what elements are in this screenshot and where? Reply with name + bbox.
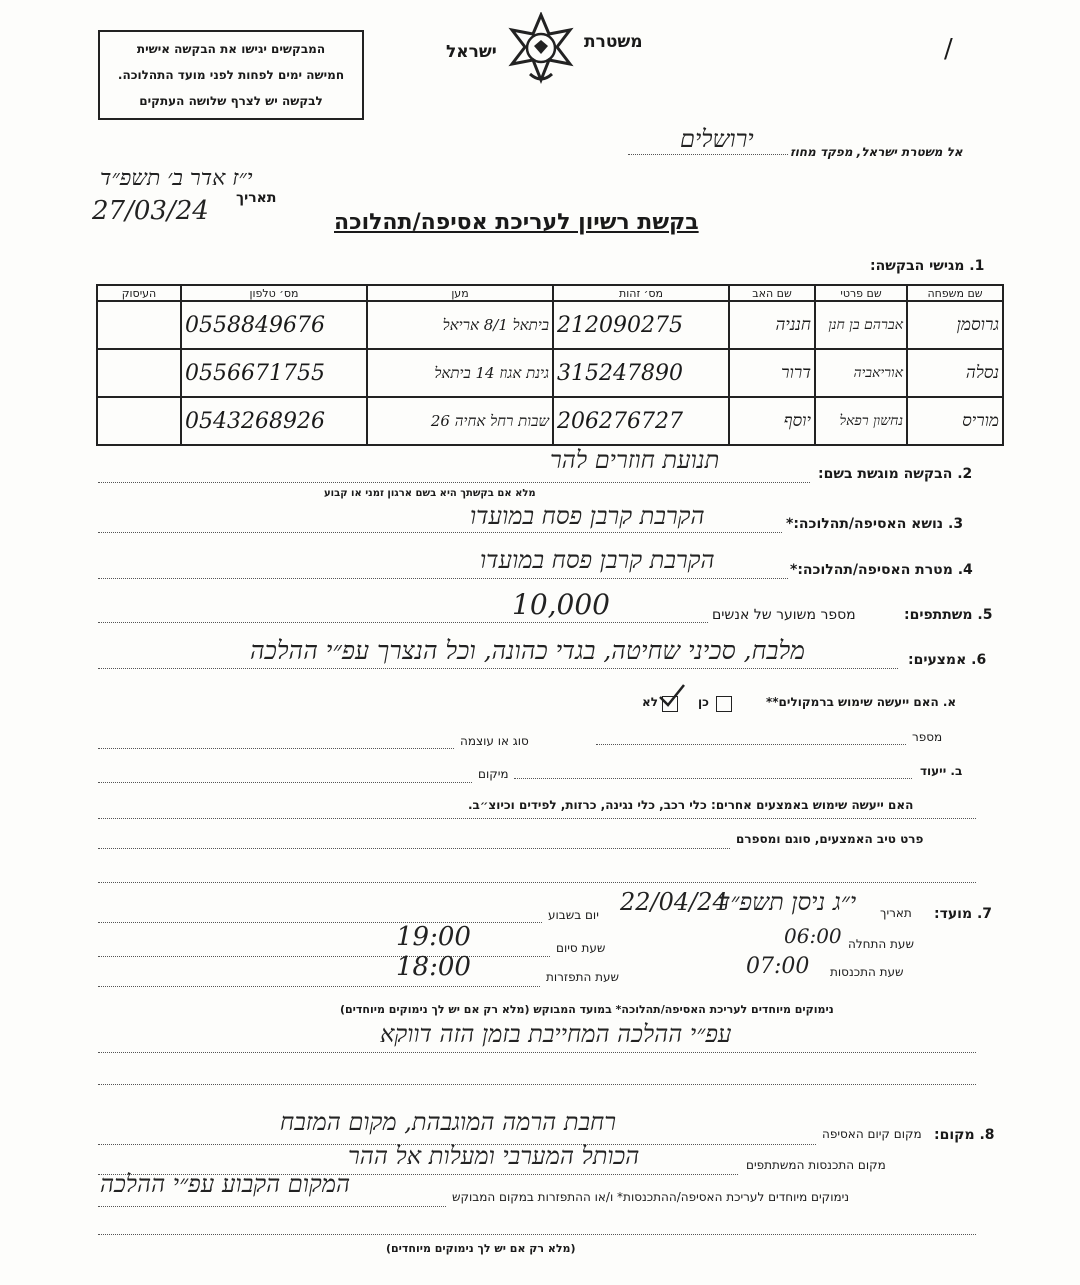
to-district-label: אל משטרת ישראל, מפקד מחוז <box>790 145 963 159</box>
participants-sub: מספר משוער של אנשים <box>712 607 856 623</box>
assembly-place-label: מקום קיום האסיפה <box>822 1127 922 1141</box>
schedule-date-label: תאריך <box>880 906 912 920</box>
location-label: 8. מקום: <box>934 1127 995 1143</box>
place-reasons-line <box>98 1206 446 1207</box>
cell-occupation <box>97 397 181 445</box>
table-row <box>97 397 1003 445</box>
purpose-b-label: ב. ייעוד <box>920 764 963 778</box>
gathering-place-label: מקום התכנסות המשתתפים <box>746 1158 886 1172</box>
cell-id-number: 315247890 <box>553 349 729 397</box>
cell-id-number: 212090275 <box>553 301 729 349</box>
police-emblem <box>504 12 578 86</box>
org-name-left: ישראל <box>446 42 497 62</box>
weekday-label: יום בשבוע <box>548 908 599 922</box>
applicants-label: 1. מגישי הבקשה: <box>870 258 985 274</box>
speakers-yes-label: כן <box>698 695 709 709</box>
date-hebrew: י״ז אדר ב׳ תשפ״ד <box>100 166 253 191</box>
notice-line-3: לבקשה יש לצרף שלושה העתקים <box>139 94 323 108</box>
place-line <box>98 782 472 783</box>
type-label: סוג או עוצמה <box>460 734 529 748</box>
notice-line-1: המבקשים יגישו את הבקשה אישית <box>136 42 326 56</box>
cell-first-name: אברהם בן חנן <box>815 301 907 349</box>
applicants-table <box>96 284 1004 446</box>
date-label: תאריך <box>236 190 277 206</box>
time-reasons-value: עפ״י ההלכה המחייבת בזמן הזה דווקא <box>380 1020 732 1048</box>
form-title: בקשת רשיון לעריכת אסיפה/תהלוכה <box>334 210 699 235</box>
col-address: מען <box>367 285 553 301</box>
type-line <box>98 748 454 749</box>
number-line <box>596 744 906 745</box>
means-value: מלבח, סכיני שחיטה, בגדי כהונה, וכל הנצרך עפ״י ההלכה <box>250 636 805 665</box>
end-time-label: שעת סיום <box>556 941 606 955</box>
section4-line <box>98 578 788 579</box>
other-means-line <box>98 818 976 819</box>
means-detail-label: פרט טיב האמצעים, סוגם ומספרם <box>736 832 924 846</box>
gathering-time-value: 07:00 <box>746 954 810 979</box>
gathering-time-label: שעת התכנסות <box>830 965 904 979</box>
cell-first-name: אוריאביה <box>815 349 907 397</box>
end-time-line <box>98 956 550 957</box>
notice-line-2: חמישה ימים לפחות לפני מועד התהלוכה. <box>117 68 345 82</box>
time-reasons-line-2 <box>98 1084 976 1085</box>
to-district-line <box>628 154 788 155</box>
section5-line <box>98 622 708 623</box>
means-detail-line <box>98 848 730 849</box>
cell-phone: 0543268926 <box>181 397 367 445</box>
cell-father-name: יוסף <box>729 397 815 445</box>
speakers-no-label: לא <box>642 695 658 709</box>
schedule-date-value: 22/04/24 <box>620 888 728 916</box>
cell-father-name: חנניה <box>729 301 815 349</box>
cell-last-name: מוריס <box>907 397 1003 445</box>
table-header-row <box>97 285 1003 301</box>
col-phone: מס׳ טלפון <box>181 285 367 301</box>
submitted-on-behalf-value: תנועת חוזרים להר <box>550 446 720 474</box>
submission-notice-box <box>98 30 364 120</box>
submitted-on-behalf-label: 2. הבקשה מוגשת בשם: <box>818 466 973 482</box>
cell-occupation <box>97 349 181 397</box>
col-father-name: שם האב <box>729 285 815 301</box>
cell-phone: 0558849676 <box>181 301 367 349</box>
cell-first-name: נחשון רפאל <box>815 397 907 445</box>
end-time-value: 19:00 <box>396 922 471 952</box>
number-label: מספר <box>912 730 943 744</box>
place-reasons-label: נימוקים מיוחדים לעריכת האסיפה/ההתכנסות* ו/או ההתפזרות במקום המבוקש <box>452 1190 850 1204</box>
cell-occupation <box>97 301 181 349</box>
cell-last-name: נסלה <box>907 349 1003 397</box>
col-id-number: מס׳ זהות <box>553 285 729 301</box>
speakers-yes-checkbox[interactable] <box>716 693 732 712</box>
place-label: מיקום <box>478 767 509 781</box>
table-row <box>97 349 1003 397</box>
dispersal-time-line <box>98 986 540 987</box>
means-extra-line <box>98 882 976 883</box>
other-means-question: האם ייעשה שימוש באמצעים אחרים: כלי רכב, כלי נגינה, כרזות, לפידים וכיוצ״ב. <box>468 798 914 812</box>
section3-line <box>98 532 782 533</box>
col-occupation: העיסוק <box>97 285 181 301</box>
weekday-line <box>98 922 542 923</box>
subject-label: 3. נושא האסיפה/תהלוכה:* <box>786 516 964 532</box>
place-reasons-line-2 <box>98 1234 976 1235</box>
place-reasons-value: המקום הקבוע עפ״י ההלכה <box>100 1170 351 1198</box>
col-last-name: שם משפחה <box>907 285 1003 301</box>
start-time-value: 06:00 <box>784 924 842 948</box>
participants-value: 10,000 <box>512 588 610 621</box>
subject-value: הקרבת קרבן פסח במועדו <box>470 502 705 530</box>
participants-label: 5. משתתפים: <box>904 607 993 623</box>
speakers-no-checkbox[interactable] <box>662 693 678 712</box>
purpose-label: 4. מטרת האסיפה/תהלוכה:* <box>790 562 973 578</box>
section2-line <box>98 482 810 483</box>
speakers-question: א. האם ייעשה שימוש ברמקולים** <box>766 695 957 709</box>
section2-note: מלא אם בקשתך היא בשם ארגון זמני או קבוע <box>324 488 536 499</box>
purpose-value: הקרבת קרבן פסח במועדו <box>480 546 715 574</box>
time-reasons-label: נימוקים מיוחדים לעריכת האסיפה/תהלוכה* במועד המבוקש (מלא רק אם יש לך נימוקים מיוחדים) <box>340 1003 834 1016</box>
dispersal-time-label: שעת התפזרות <box>546 970 620 984</box>
schedule-date-hebrew: י״ג ניסן תשפ״ד <box>718 888 857 916</box>
purpose-b-line <box>514 778 912 779</box>
cell-father-name: דרור <box>729 349 815 397</box>
schedule-label: 7. מועד: <box>934 906 993 922</box>
cell-address: גינת אגוז 14 ביתאל <box>367 349 553 397</box>
org-name-right: משטרת <box>584 32 643 52</box>
date-value: 27/03/24 <box>92 196 209 226</box>
gathering-place-value: הכותל המערבי ומעלות אל ההר <box>348 1142 640 1170</box>
dispersal-time-value: 18:00 <box>396 952 471 982</box>
time-reasons-line <box>98 1052 976 1053</box>
assembly-place-value: רחבת הרמה המוגבהת, מקום המזבח <box>280 1108 617 1136</box>
col-first-name: שם פרטי <box>815 285 907 301</box>
cell-phone: 0556671755 <box>181 349 367 397</box>
cell-last-name: גרוסמן <box>907 301 1003 349</box>
table-row <box>97 301 1003 349</box>
place-reasons-note: (מלא רק אם יש לך נימוקים מיוחדים) <box>386 1242 576 1255</box>
cell-address: שבות רחל אחיה 26 <box>367 397 553 445</box>
corner-mark: / <box>944 34 953 64</box>
means-label: 6. אמצעים: <box>908 652 987 668</box>
to-district-value: ירושלים <box>680 125 754 153</box>
cell-address: ביתאל 8/1 אריאל <box>367 301 553 349</box>
start-time-label: שעת התחלה <box>848 937 914 951</box>
section6-line <box>98 668 898 669</box>
cell-id-number: 206276727 <box>553 397 729 445</box>
